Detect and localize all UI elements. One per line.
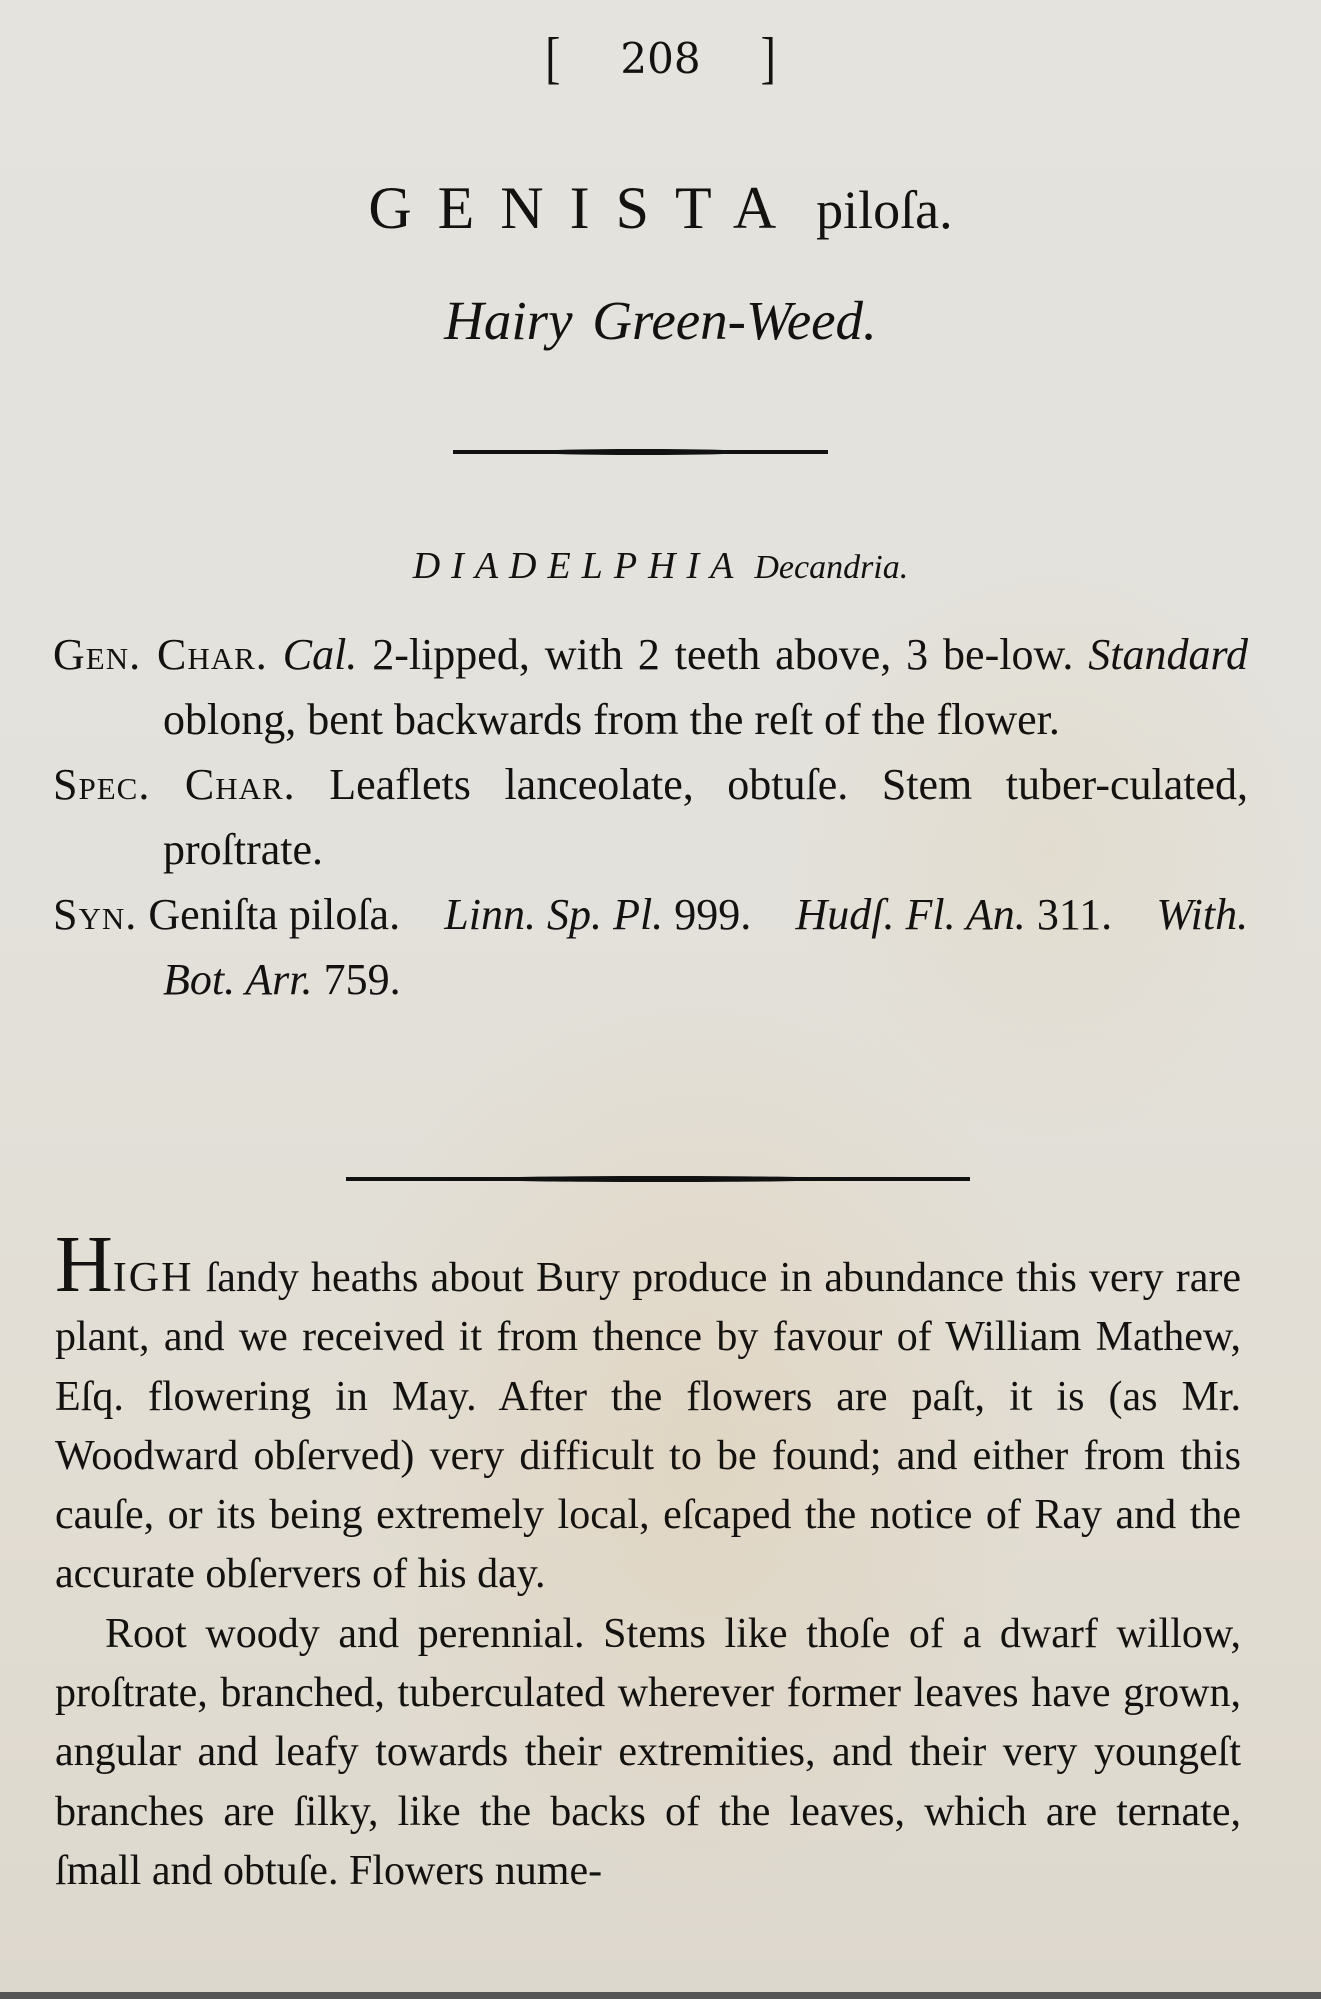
description-text: [55, 1221, 1241, 1901]
spec-char-label: Spec. Char.: [53, 760, 296, 809]
linnaean-classification: [0, 540, 1321, 594]
bracket-left: [: [545, 25, 561, 90]
gen-char-text: Cal.: [282, 630, 358, 679]
common-name: Hairy Green-Weed.: [444, 290, 877, 351]
spec-char-text: Leaflets lanceolate, obtuſe. Stem tuber-culated, proſtrate.: [163, 760, 1249, 874]
page-number: 208: [620, 34, 701, 83]
syn-text: Geniſta piloſa.: [148, 890, 401, 939]
syn-label: Syn.: [53, 890, 138, 939]
gen-char-text: oblong, bent backwards from the reſt of the flower.: [163, 695, 1060, 744]
gen-char-text: Standard: [1088, 630, 1248, 679]
syn-ref: With. Bot. Arr.: [163, 890, 1249, 1004]
paragraph-1-text: ſandy heaths about Bury produce in abundance this very rare plant, and we received it from thence by favour of William Mathew, Eſq. flowering in May. After the flowers are paſt, it is (as Mr. Woodward obſerved) very difficult to be found; and either from this cauſe, or its being extremely local, eſcaped the notice of Ray and the accurate obſervers of his day.: [55, 1255, 1241, 1598]
first-word-rest: IGH: [112, 1255, 194, 1301]
ornamental-rule-top: [453, 450, 828, 454]
bracket-right: ]: [760, 25, 776, 90]
gen-char-label: Gen. Char.: [53, 630, 268, 679]
linnaean-class: DIADELPHIA: [412, 545, 745, 587]
gen-char-text: 2-lipped, with 2 teeth above, 3 be-low.: [357, 630, 1089, 679]
syn-ref-page: 759.: [323, 955, 401, 1004]
characters-block: [53, 622, 1248, 1012]
syn-ref-page: 311.: [1036, 890, 1113, 939]
ornamental-rule-bottom: [346, 1177, 970, 1181]
syn-ref: Hudſ. Fl. An.: [795, 890, 1026, 939]
specific-character: [53, 752, 1248, 882]
linnaean-order: Decandria.: [754, 549, 909, 586]
page-number-header: [0, 22, 1321, 95]
drop-cap: H: [55, 1221, 113, 1309]
page-bottom-edge: [0, 1992, 1321, 1999]
paragraph-habitat: [55, 1221, 1241, 1605]
syn-ref: Linn. Sp. Pl.: [444, 890, 664, 939]
syn-ref-page: 999.: [674, 890, 752, 939]
synonymy: [53, 882, 1248, 1012]
generic-character: [53, 622, 1248, 752]
species-epithet: piloſa.: [816, 180, 953, 240]
genus-name: GENISTA: [368, 175, 803, 241]
species-title: [0, 168, 1321, 250]
paragraph-description: Root woody and perennial. Stems like thoſe of a dwarf willow, proſtrate, branched, tuberculated wherever former leaves have grown, angular and leafy towards their extremities, and their very youngeſt branches are ſilky, like the backs of the leaves, which are ternate, ſmall and obtuſe. Flowers nume-: [55, 1610, 1241, 1894]
